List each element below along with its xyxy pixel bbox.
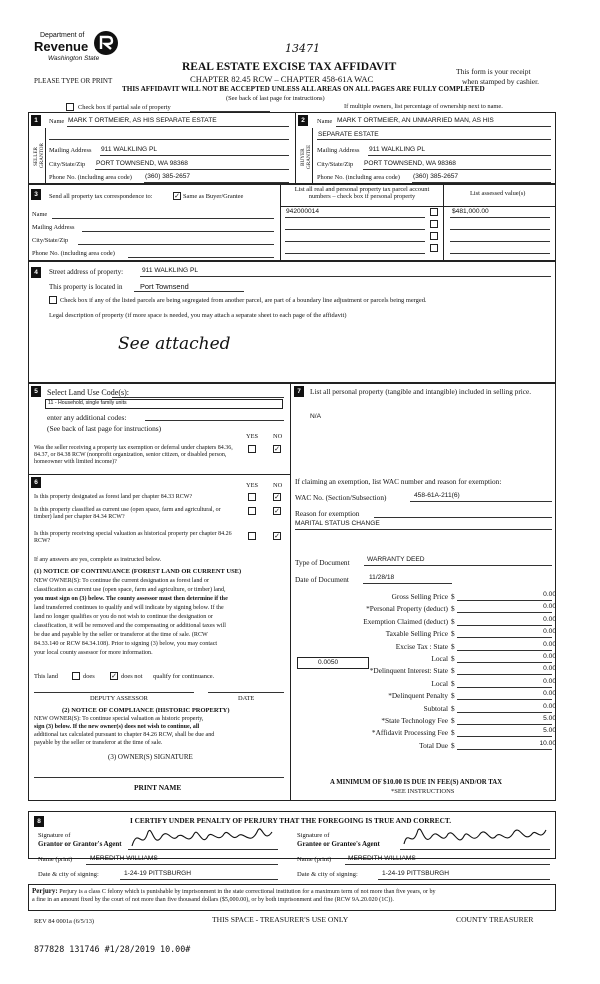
tax-row-currency: $	[451, 654, 455, 663]
grantee-date-field[interactable]: 1-24-19 PITTSBURGH	[382, 870, 450, 877]
tax-row-value[interactable]: 10.00	[539, 739, 556, 747]
grantor-name-field[interactable]: MEREDITH WILLIAMS	[90, 855, 158, 862]
land-does-label: does	[83, 673, 95, 680]
notice1-line: classification, it will be removed and the compensating or additional taxes will	[34, 623, 226, 629]
tax-row-underline	[457, 674, 552, 675]
seller-name-field[interactable]: MARK T ORTMEIER, AS HIS SEPARATE ESTATE	[68, 117, 217, 124]
notice1-line: 84.33.140 or RCW 84.34.108). Prior to signing (3) below, you may contact	[34, 641, 218, 647]
seller-city-field[interactable]: PORT TOWNSEND, WA 98368	[96, 160, 188, 167]
county-treasurer: COUNTY TREASURER	[456, 915, 534, 924]
tax-row-label: *Delinquent Interest: State	[369, 666, 448, 676]
notice1-title: (1) NOTICE OF CONTINUANCE (FOREST LAND OR CURRENT USE)	[34, 568, 242, 575]
tax-row-currency: $	[451, 604, 455, 614]
grantee-sig-label1: Signature of	[297, 832, 330, 839]
notice1-body	[34, 577, 286, 658]
notice2-line: NEW OWNER(S): To continue special valuation as historic property,	[34, 716, 204, 722]
buyer-grantee-label: BUYER GRANTEE	[300, 144, 312, 170]
see-instructions-note: *SEE INSTRUCTIONS	[391, 788, 455, 795]
seller-grantor-label: SELLER GRANTOR	[33, 143, 45, 169]
notice2-title: (2) NOTICE OF COMPLIANCE (HISTORIC PROPERTY)	[62, 707, 230, 714]
seller-address-field[interactable]: 911 WALKLING PL	[101, 146, 158, 153]
tax-row-currency: $	[451, 678, 455, 688]
buyer-address-field[interactable]: 911 WALKLING PL	[369, 146, 426, 153]
section6-yes-header: YES	[246, 482, 259, 489]
tax-row-underline	[457, 600, 552, 601]
grantor-sig-label1: Signature of	[38, 832, 71, 839]
corr-mailing-label: Mailing Address	[32, 224, 75, 231]
notice2-body	[34, 715, 286, 747]
tax-row-value[interactable]: 5.00	[543, 715, 556, 722]
cashier-stamp: 877828 131746 #1/28/2019 10.00#	[34, 944, 191, 954]
land-does-checkbox[interactable]	[72, 672, 80, 680]
perjury-text	[32, 887, 436, 896]
corr-phone-label: Phone No. (including area code)	[32, 250, 115, 257]
tax-row-underline	[457, 650, 552, 651]
section-5-number: 5	[31, 386, 41, 397]
section-4-box	[28, 261, 556, 383]
section6-no-header: NO	[273, 482, 283, 489]
section5-q1-no[interactable]: ✓	[274, 445, 280, 453]
handwritten-number: 13471	[285, 42, 320, 55]
grantor-signature-icon[interactable]	[128, 822, 278, 854]
section-2-number: 2	[298, 115, 308, 126]
deputy-assessor-label: DEPUTY ASSESSOR	[90, 695, 148, 702]
notice1-line: land transferred continues to qualify and will indicate by signing below. If the	[34, 605, 224, 611]
section6-q1-yes[interactable]	[248, 493, 256, 501]
notice1-line: be due and payable by the seller or transferor at the time of sale. (RCW	[34, 632, 208, 638]
grantor-date-label: Date & city of signing:	[38, 871, 99, 878]
tax-row-value[interactable]: 0.00	[543, 677, 556, 685]
personal-property-label: List all personal property (tangible and intangible) included in selling price.	[310, 387, 532, 396]
buyer-city-field[interactable]: PORT TOWNSEND, WA 98368	[364, 160, 456, 167]
seller-phone-field[interactable]: (360) 385-2657	[145, 173, 191, 180]
tax-row-label: Gross Selling Price	[391, 592, 448, 601]
tax-row-underline	[457, 637, 552, 638]
print-name-label: PRINT NAME	[134, 783, 182, 792]
tax-row-currency: $	[451, 691, 455, 701]
tax-row-value[interactable]: 0.00	[543, 702, 556, 710]
grantee-signature-icon[interactable]	[400, 822, 550, 854]
perjury-line2: a fine in an amount fixed by the court of not more than five thousand dollars ($5,000.00), or by both imprisonment and fine (RCW 9A.20.020 (1C)).	[32, 897, 394, 903]
receipt-line2: when stamped by cashier.	[462, 77, 540, 86]
if-any-yes-note: If any answers are yes, complete as instructed below.	[34, 557, 162, 563]
additional-codes-label: enter any additional codes:	[47, 413, 127, 422]
tax-row-value[interactable]: 0.00	[543, 603, 556, 611]
this-land-label: This land	[34, 673, 58, 680]
tax-row-currency: $	[451, 629, 455, 639]
section-7-number: 7	[294, 386, 304, 397]
assessed-value-field[interactable]: $481,000.00	[452, 208, 489, 215]
rev-number: REV 84 0001a (6/5/13)	[34, 918, 95, 925]
form-subtitle: CHAPTER 82.45 RCW – CHAPTER 458-61A WAC	[190, 74, 374, 84]
grantee-date-label: Date & city of signing:	[297, 871, 358, 878]
street-address-field[interactable]: 911 WALKLING PL	[142, 267, 199, 274]
notice1-line: land no longer qualifies or you do not wish to continue the designation or	[34, 614, 213, 620]
tax-row-currency: $	[451, 728, 455, 738]
buyer-name-label: Name	[317, 118, 333, 125]
qualify-label: qualify for continuance.	[153, 673, 215, 680]
tax-row-label: Taxable Selling Price	[385, 629, 448, 639]
grantor-sig-label2: Grantor or Grantor's Agent	[38, 840, 122, 848]
tax-row-underline	[457, 662, 552, 663]
partial-sale-checkbox[interactable]	[66, 103, 74, 111]
section-4-number: 4	[31, 267, 41, 278]
seller-address-label: Mailing Address	[49, 147, 92, 154]
tax-row-value[interactable]: 0.00	[543, 591, 556, 598]
reason-field[interactable]: MARITAL STATUS CHANGE	[295, 520, 380, 527]
notice1-line: classification as current use (open space, farm and agriculture, or timber) land,	[34, 587, 226, 593]
tax-row-currency: $	[451, 666, 455, 676]
tax-row-currency: $	[451, 641, 455, 651]
local-tax-rate: 0.0050	[318, 659, 339, 666]
tax-row-value[interactable]: 0.00	[543, 690, 556, 698]
grantor-name-label: Name (print)	[38, 856, 73, 863]
partial-sale-label: Check box if partial sale of property	[78, 104, 171, 111]
parcel-personal-checkbox-3[interactable]	[430, 232, 438, 240]
section6-q1: Is this property designated as forest land per chapter 84.33 RCW?	[34, 494, 193, 500]
section6-q3-no[interactable]: ✓	[274, 532, 280, 540]
assessed-header: List assessed value(s)	[470, 190, 526, 197]
doc-date-field[interactable]: 11/28/18	[369, 574, 395, 581]
personal-property-field[interactable]: N/A	[310, 413, 321, 420]
tax-row-label: Total Due	[419, 740, 448, 750]
certify-statement: I CERTIFY UNDER PENALTY OF PERJURY THAT THE FOREGOING IS TRUE AND CORRECT.	[130, 816, 452, 825]
minimum-due-note: A MINIMUM OF $10.00 IS DUE IN FEE(S) AND/OR TAX	[330, 779, 503, 786]
legal-description-label: Legal description of property (if more space is needed, you may attach a separate sheet to each page of the affidavit)	[49, 312, 347, 319]
land-does-not-checkbox[interactable]: ✓	[111, 672, 117, 680]
see-back-instructions: (See back of last page for instructions)	[226, 95, 325, 102]
form-warning: THIS AFFIDAVIT WILL NOT BE ACCEPTED UNLESS ALL AREAS ON ALL PAGES ARE FULLY COMPLETED	[122, 85, 485, 93]
tax-row-value[interactable]: 0.00	[543, 628, 556, 636]
logo	[34, 30, 120, 70]
land-does-not-label: does not	[121, 673, 143, 680]
section-1-number: 1	[31, 115, 41, 126]
segregated-checkbox[interactable]	[49, 296, 57, 304]
tax-row-value[interactable]: 0.00	[543, 653, 556, 660]
notice1-line: your local county assessor for more information.	[34, 650, 153, 656]
receipt-line1: This form is your receipt	[456, 67, 531, 76]
notice2-line: payable by the seller or transferor at the time of sale.	[34, 740, 163, 746]
section6-q2-no[interactable]: ✓	[274, 507, 280, 515]
perjury-bold: Perjury:	[32, 887, 58, 895]
same-as-buyer-checkbox[interactable]: ✓	[174, 192, 180, 200]
tax-row-currency: $	[451, 716, 455, 725]
logo-text-department: Department of	[40, 32, 85, 39]
section-6-number: 6	[31, 477, 41, 488]
tax-row-currency: $	[451, 740, 455, 750]
tax-row-value[interactable]: 0.00	[543, 615, 556, 623]
parcel-personal-checkbox-4[interactable]	[430, 244, 438, 252]
tax-row-label: Local	[431, 678, 448, 688]
section5-no-header: NO	[273, 433, 283, 440]
grantee-name-field[interactable]: MEREDITH WILLIAMS	[348, 855, 416, 862]
tax-row-underline	[457, 749, 552, 750]
perjury-line1: Perjury is a class C felony which is punishable by imprisonment in the state correctional institution for a maximum term of not more than five years, or by	[59, 889, 436, 895]
seller-name-label: Name	[49, 118, 65, 125]
corr-name-label: Name	[32, 211, 48, 218]
wac-label: WAC No. (Section/Subsection)	[295, 493, 387, 502]
section5-yes-header: YES	[246, 433, 259, 440]
same-as-buyer-label: Same as Buyer/Grantee	[183, 193, 244, 200]
seller-city-label: City/State/Zip	[49, 161, 86, 168]
section5-q1-yes[interactable]	[248, 445, 256, 453]
tax-row-value[interactable]: 0.00	[543, 640, 556, 648]
wac-field[interactable]: 458-61A-211(6)	[414, 492, 460, 499]
buyer-address-label: Mailing Address	[317, 147, 360, 154]
street-address-label: Street address of property:	[49, 268, 124, 276]
doc-date-label: Date of Document	[295, 575, 349, 584]
logo-text-revenue: Revenue	[34, 39, 89, 54]
buyer-phone-label: Phone No. (including area code)	[317, 174, 400, 181]
tax-row-label: *Personal Property (deduct)	[366, 604, 448, 614]
buyer-phone-field[interactable]: (360) 385-2657	[413, 173, 459, 180]
section5-question: Was the seller receiving a property tax exemption or deferral under chapters 84.36, 84.37, or 84.38 RCW (nonprofit organization, senior citizen, or disabled person, homeowner with limited income)?	[34, 445, 233, 465]
tax-row-label: *Affidavit Processing Fee	[371, 728, 448, 738]
deputy-date-label: DATE	[238, 695, 255, 702]
tax-row-currency: $	[451, 616, 455, 626]
seller-phone-label: Phone No. (including area code)	[49, 174, 132, 181]
doc-type-label: Type of Document	[295, 558, 350, 567]
send-correspondence-label: Send all property tax correspondence to:	[49, 193, 153, 200]
tax-row-label: *Delinquent Penalty	[388, 691, 448, 701]
segregated-label: Check box if any of the listed parcels are being segregated from another parcel, are part of a boundary line adjustment or parcels being merged.	[60, 297, 427, 304]
tax-row-value[interactable]: 5.00	[543, 727, 556, 735]
buyer-name-field-line2[interactable]: SEPARATE ESTATE	[318, 131, 379, 138]
section5-see-back: (See back of last page for instructions)	[47, 424, 162, 433]
section6-q2: Is this property classified as current use (open space, farm and agricultural, or timber) land per chapter 84.34 RCW?	[34, 507, 221, 520]
parcel-number-field[interactable]: 942000014	[286, 208, 320, 215]
section-8-number: 8	[34, 816, 44, 827]
multiple-owners-note: If multiple owners, list percentage of ownership next to name.	[344, 103, 503, 110]
tax-row-underline	[457, 612, 552, 613]
located-in-label: This property is located in	[49, 283, 123, 291]
grantee-sig-label2: Grantee or Grantee's Agent	[297, 840, 380, 848]
tax-row-label: Excise Tax : State	[395, 641, 448, 651]
form-title: REAL ESTATE EXCISE TAX AFFIDAVIT	[182, 61, 397, 73]
owner-signature-line[interactable]	[34, 777, 284, 778]
claim-exemption-label: If claiming an exemption, list WAC number and reason for exemption:	[295, 477, 502, 486]
section6-q3-yes[interactable]	[248, 532, 256, 540]
treasurer-space: THIS SPACE - TREASURER'S USE ONLY	[212, 915, 349, 924]
logo-text-state: Washington State	[48, 55, 100, 62]
tax-row-underline	[457, 687, 552, 688]
parcel-personal-checkbox-1[interactable]	[430, 208, 438, 216]
tax-row-label: *State Technology Fee	[381, 716, 448, 725]
tax-row-underline	[457, 724, 552, 725]
notice2-line: sign (3) below. If the new owner(s) does not wish to continue, all	[34, 724, 200, 730]
notice1-line: you must sign on (3) below. The county assessor must then determine if the	[34, 596, 228, 602]
section6-q3: Is this property receiving special valuation as historical property per chapter 84.26 RCW?	[34, 531, 232, 544]
grantee-name-label: Name (print)	[297, 856, 332, 863]
notice1-line: NEW OWNER(S): To continue the current designation as forest land or	[34, 578, 210, 584]
parcel-header: List all real and personal property tax parcel account numbers – check box if personal property	[294, 186, 430, 201]
tax-row-underline	[457, 712, 552, 713]
tax-row-currency: $	[451, 703, 455, 713]
land-use-label: Select Land Use Code(s):	[47, 388, 129, 397]
wa-logo-icon	[93, 30, 119, 56]
land-use-value: 11 - Household, single family units	[48, 400, 127, 406]
notice2-line: additional tax calculated pursuant to chapter 84.26 RCW, shall be due and	[34, 732, 215, 738]
reason-label: Reason for exemption	[295, 509, 360, 518]
owner-signature-label: (3) OWNER(S) SIGNATURE	[108, 753, 193, 761]
tax-row-value[interactable]: 0.00	[543, 665, 556, 673]
tax-row-underline	[457, 625, 552, 626]
section6-q2-yes[interactable]	[248, 507, 256, 515]
parcel-personal-checkbox-2[interactable]	[430, 220, 438, 228]
tax-row-label: Exemption Claimed (deduct)	[363, 616, 448, 626]
legal-description-handwritten[interactable]: See attached	[118, 334, 231, 354]
tax-row-underline	[457, 736, 552, 737]
corr-city-label: City/State/Zip	[32, 237, 69, 244]
section6-q1-no[interactable]: ✓	[274, 493, 280, 501]
tax-row-underline	[457, 699, 552, 700]
please-type-label: PLEASE TYPE OR PRINT	[34, 77, 113, 85]
grantor-date-field[interactable]: 1-24-19 PITTSBURGH	[124, 870, 192, 877]
tax-row-label: Local	[431, 654, 448, 663]
section-3-number: 3	[31, 189, 41, 200]
doc-type-field[interactable]: WARRANTY DEED	[367, 556, 425, 563]
located-in-field[interactable]: Port Townsend	[140, 282, 189, 291]
tax-row-label: Subtotal	[423, 703, 448, 713]
tax-row-currency: $	[451, 592, 455, 601]
buyer-name-field[interactable]: MARK T ORTMEIER, AN UNMARRIED MAN, AS HIS	[337, 117, 494, 124]
buyer-city-label: City/State/Zip	[317, 161, 354, 168]
